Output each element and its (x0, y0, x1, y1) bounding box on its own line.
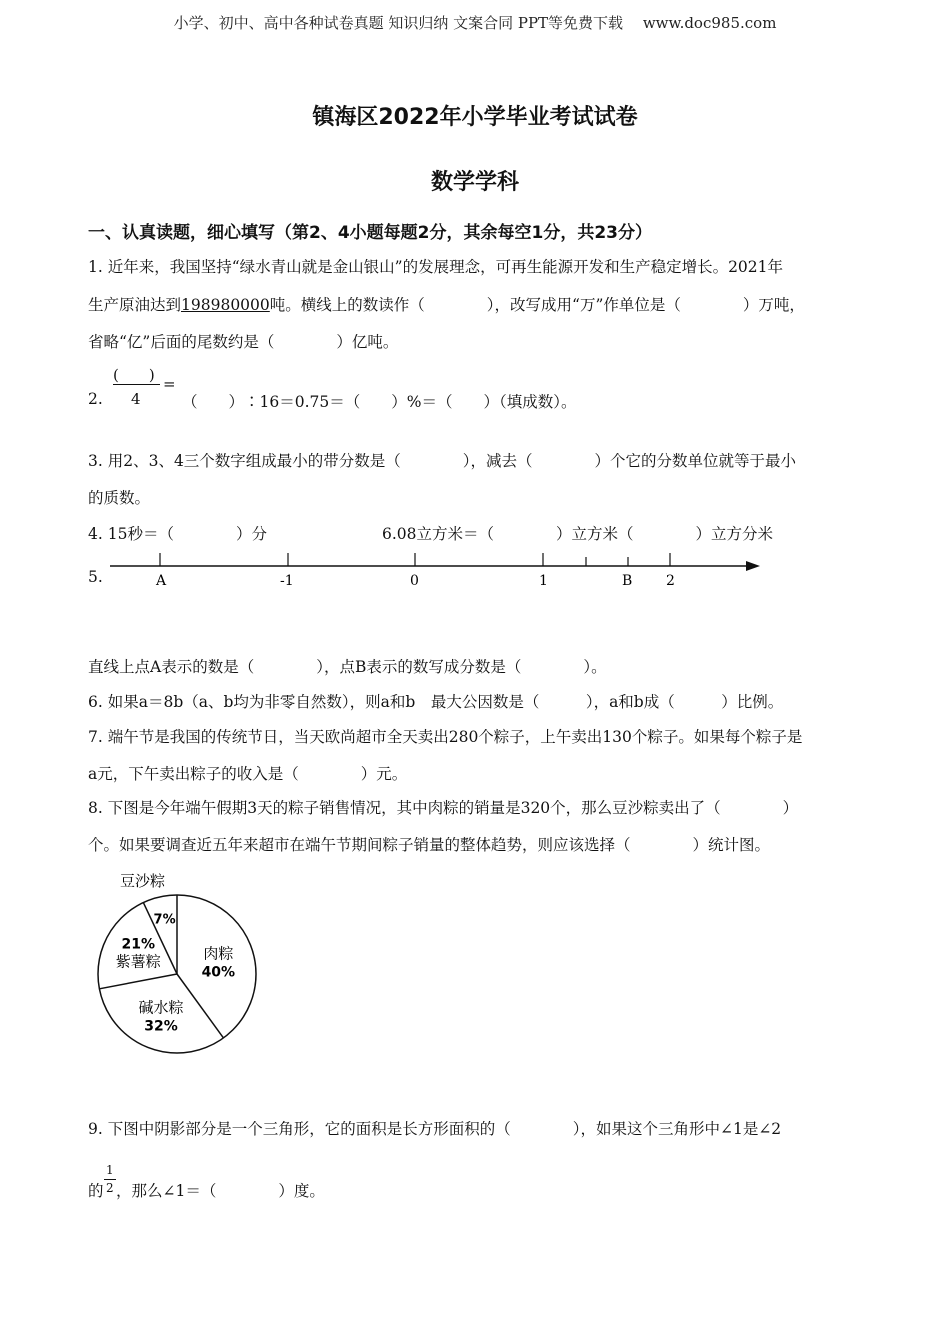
q3-line2: 的质数。 (88, 489, 151, 507)
pie-chart (90, 866, 270, 1061)
exam-subject: 数学学科 (430, 170, 519, 195)
q1-line2 (88, 293, 805, 315)
q6-text: 6. 如果a＝8b（a、b均为非零自然数），则a和b 最大公因数是（ ），a和b成（ ）比例。 (88, 693, 784, 711)
pie-percent-label: 40% (201, 964, 236, 981)
label-1: 1 (539, 573, 548, 589)
q5-text: 直线上点A表示的数是（ ），点B表示的数写成分数是（ ）。 (88, 658, 607, 676)
q8-line2: 个。如果要调查近五年来超市在端午节期间粽子销量的整体趋势，则应该选择（ ）统计图。 (88, 836, 771, 854)
exam-title: 镇海区2022年小学毕业考试试卷 (312, 105, 638, 130)
q4-part-b: 6.08立方米＝（ ）立方米（ ）立方分米 (382, 525, 774, 543)
q2-fraction-numerator: ( ) (113, 366, 155, 384)
label-0: 0 (410, 573, 419, 589)
number-line-arrow (746, 561, 760, 571)
q2-number: 2. (88, 390, 103, 408)
q9-line2-end: ，那么∠1＝（ ）度。 (116, 1182, 325, 1200)
pie-category-label: 紫薯粽 (115, 952, 161, 971)
q2-fraction-bar (113, 384, 160, 385)
q2-equals: = (163, 375, 176, 393)
label-neg1: -1 (280, 573, 294, 589)
q4-part-a: 4. 15秒＝（ ）分 (88, 525, 267, 543)
pie-category-label: 肉粽 (203, 944, 234, 963)
q8-line1: 8. 下图是今年端午假期3天的粽子销售情况，其中肉粽的销量是320个，那么豆沙粽卖出了（ ） (88, 799, 799, 817)
q1-line2-start: 生产原油达到 (88, 296, 182, 314)
page-header: 小学、初中、高中各种试卷真题 知识归纳 文案合同 PPT等免费下载 www.doc985.com (173, 14, 777, 32)
q1-line1: 1. 近年来，我国坚持“绿水青山就是金山银山”的发展理念，可再生能源开发和生产稳定增长。2021年 (88, 258, 784, 276)
pie-category-label: 碱水粽 (138, 998, 184, 1017)
q9-fraction-numerator: 1 (106, 1163, 114, 1177)
pie-outside-label: 豆沙粽 (120, 872, 166, 890)
number-line (100, 545, 780, 595)
pie-percent-label: 32% (144, 1018, 178, 1035)
q3-line1: 3. 用2、3、4三个数字组成最小的带分数是（ ），减去（ ）个它的分数单位就等于最小 (88, 452, 797, 470)
q9-line1: 9. 下图中阴影部分是一个三角形，它的面积是长方形面积的（ ），如果这个三角形中∠1是∠2 (88, 1120, 782, 1138)
q1-line2-end: 吨。横线上的数读作（ ），改写成用“万”作单位是（ ）万吨， (269, 296, 805, 314)
pie-percent-label: 21% (121, 936, 156, 953)
label-a: A (156, 573, 167, 589)
section-heading: 一、认真读题，细心填写（第2、4小题每题2分，其余每空1分，共23分） (88, 223, 652, 243)
q1-line3: 省略“亿”后面的尾数约是（ ）亿吨。 (88, 333, 399, 351)
q9-fraction-bar (104, 1179, 116, 1180)
label-2: 2 (666, 573, 675, 589)
q1-underlined-number: 198980000 (181, 296, 270, 314)
q7-line2: a元，下午卖出粽子的收入是（ ）元。 (88, 765, 408, 783)
q9-fraction-denominator: 2 (106, 1181, 114, 1195)
label-b: B (622, 573, 633, 589)
q2-fraction-denominator: 4 (131, 390, 141, 408)
q2-rest: （ ）∶16＝0.75＝（ ）%＝（ ）（填成数）。 (182, 393, 577, 411)
q9-line2-start: 的 (88, 1182, 104, 1200)
pie-percent-label-small: 7% (153, 912, 176, 928)
q7-line1: 7. 端午节是我国的传统节日，当天欧尚超市全天卖出280个粽子，上午卖出130个粽子。如果每个粽子是 (88, 728, 803, 746)
q5-number: 5. (88, 568, 103, 586)
